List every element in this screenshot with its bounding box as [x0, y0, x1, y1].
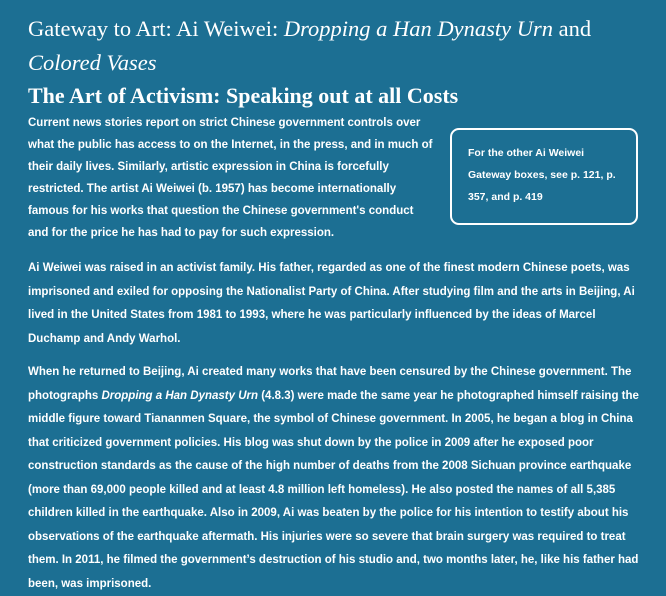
censorship-paragraph [28, 361, 648, 596]
title-work-urn: Dropping a Han Dynasty Urn [283, 16, 554, 41]
cross-reference-callout [450, 128, 638, 225]
callout-text: For the other Ai Weiwei Gateway boxes, see p. 121, p. 357, and p. 419 [468, 147, 616, 203]
title-prefix: Gateway to Art: Ai Weiwei: [28, 16, 284, 41]
title-work-vases: Colored Vases [28, 50, 157, 75]
section-subtitle: The Art of Activism: Speaking out at all Costs [28, 83, 459, 108]
biography-paragraph: Ai Weiwei was raised in an activist family. His father, regarded as one of the finest modern Chinese poets, was imprisoned and exiled for opposing the Nationalist Party of China. After studying film and the arts in Beijing, Ai lived in the United States from 1981 to 1993, where he was particularly influenced by the ideas of Marcel Duchamp and Andy Warhol. [28, 262, 635, 345]
censorship-lead: When he returned to Beijing, Ai created many works that have been censured by the Chinese government. The photographs [28, 366, 632, 402]
page-title [28, 12, 628, 80]
censorship-rest: (4.8.3) were made the same year he photographed himself raising the middle figure toward Tiananmen Square, the symbol of Chinese government. In 2005, he began a blog in China that criticized government policies. His blog was shut down by the police in 2009 after he exposed poor construction standards as the cause of the high number of deaths from the 2008 Sichuan province earthquake (more than 69,000 people killed and at least 4.8 million left homeless). He also posted the names of all 5,385 children killed in the earthquake. Also in 2009, Ai was beaten by the police for his intention to testify about his observations of the earthquake aftermath. His injuries were so severe that brain surgery was required to treat them. In 2011, he filmed the government’s destruction of his studio and, two months later, he, like his father had been, was imprisoned. [28, 389, 639, 590]
intro-section [28, 112, 648, 246]
title-conjunction: and [553, 16, 592, 41]
censorship-work-title: Dropping a Han Dynasty Urn [101, 389, 259, 402]
intro-paragraph: Current news stories report on strict Chinese government controls over what the public has access to on the Internet, in the press, and in much of their daily lives. Similarly, artistic expression in China is forcefully restricted. The artist Ai Weiwei (b. 1957) has become internationally famous for his works that question the Chinese government's conduct and for the price he has had to pay for such expression. [28, 117, 433, 239]
